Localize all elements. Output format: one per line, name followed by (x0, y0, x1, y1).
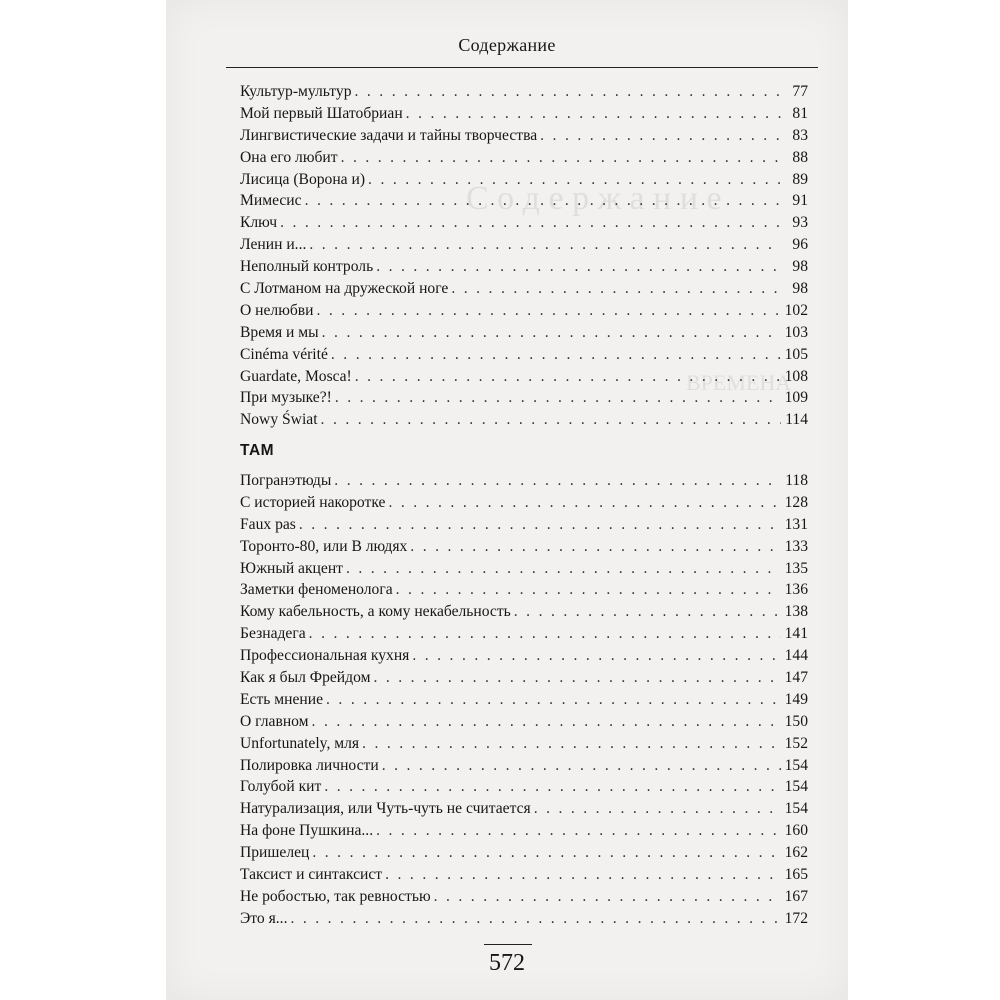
toc-entry-title: Мимесис (240, 192, 302, 210)
toc-entry (240, 886, 808, 908)
toc-entry-title: Таксист и синтаксист (240, 866, 383, 884)
toc-entry-title: Полировка личности (240, 756, 379, 774)
dot-leader (346, 558, 781, 580)
toc-entry-title: Неполный контроль (240, 258, 374, 276)
toc-entry-title: Кому кабельность, а кому некабельность (240, 603, 511, 621)
toc-entry-title: Ленин и... (240, 236, 307, 254)
toc-entry (240, 689, 808, 711)
toc-entry-page: 172 (784, 909, 808, 927)
toc-entry (240, 344, 808, 366)
dot-leader (382, 755, 781, 777)
toc-entry (240, 300, 808, 322)
toc-entry (240, 536, 808, 558)
toc-entry (240, 755, 808, 777)
toc-entry (240, 908, 808, 930)
dot-leader (312, 842, 781, 864)
toc-entry (240, 776, 808, 798)
toc-entry-page: 77 (792, 83, 808, 100)
bleed-through-text: ВРЕМЕНА (686, 370, 792, 395)
toc-entry (240, 623, 808, 645)
page-number: 572 (489, 950, 525, 976)
bleed-through-text: С о д е р ж а н и е (466, 180, 722, 217)
toc-entry-title: Лисица (Ворона и) (240, 170, 366, 188)
toc-entry (240, 579, 808, 601)
toc-entry (240, 387, 808, 409)
dot-leader (373, 667, 781, 689)
toc-entry-page: 131 (784, 515, 808, 533)
toc-entry (240, 278, 808, 300)
toc-entry-title: Не робостью, так ревностью (240, 887, 431, 905)
toc-entry-title: Она его любит (240, 148, 338, 166)
toc-entry-page: 167 (784, 887, 808, 905)
toc-entry-page: 165 (784, 866, 808, 884)
dot-leader (385, 864, 781, 886)
toc-entry (240, 409, 808, 431)
toc-entry (240, 366, 808, 388)
toc-entry-page: 93 (792, 214, 808, 232)
toc-entry-title: Guardate, Mosca! (240, 367, 352, 385)
toc-entry-page: 138 (784, 603, 808, 621)
toc-entry-title: Погранэтюды (240, 472, 332, 489)
dot-leader (322, 322, 781, 344)
toc-entry-title: О главном (240, 712, 309, 730)
toc-entry-page: 154 (784, 756, 808, 774)
toc-entry-title: О нелюбви (240, 301, 314, 319)
dot-leader (299, 514, 781, 536)
dot-leader (406, 103, 781, 125)
toc-entry-page: 154 (784, 778, 808, 796)
toc-entry-page: 108 (784, 367, 808, 385)
dot-leader (376, 820, 781, 842)
toc-entry-title: Пришелец (240, 844, 310, 862)
toc-entry (240, 645, 808, 667)
toc-entry-page: 152 (784, 734, 808, 752)
toc-entry (240, 81, 808, 103)
toc-entry-page: 81 (792, 104, 808, 122)
toc-entry (240, 169, 808, 191)
toc-entry-title: Торонто-80, или В людях (240, 537, 408, 555)
toc-entry (240, 322, 808, 344)
toc-entry-title: Ключ (240, 214, 278, 232)
section-title: ТАМ (240, 442, 275, 459)
toc-entry (240, 558, 808, 580)
toc-entry-page: 103 (784, 323, 808, 341)
toc-entry-page: 160 (784, 822, 808, 840)
dot-leader (341, 147, 781, 169)
toc-list-part-2 (240, 470, 808, 930)
toc-entry (240, 125, 808, 147)
toc-entry-title: При музыке?! (240, 389, 332, 407)
toc-entry-page: 91 (792, 192, 808, 210)
toc-entry (240, 212, 808, 234)
book-page (166, 0, 848, 1000)
dot-leader (312, 711, 781, 733)
dot-leader (396, 579, 781, 601)
dot-leader (290, 908, 781, 930)
dot-leader (412, 645, 781, 667)
toc-entry-page: 98 (792, 258, 808, 276)
toc-entry (240, 234, 808, 256)
toc-entry (240, 842, 808, 864)
dot-leader (368, 169, 781, 191)
toc-entry-page: 96 (792, 236, 808, 254)
toc-entry (240, 733, 808, 755)
toc-entry-title: Это я... (240, 909, 288, 927)
dot-leader (309, 234, 781, 256)
toc-entry-page: 154 (784, 800, 808, 818)
toc-entry-title: Мой первый Шатобриан (240, 104, 403, 122)
toc-entry-page: 89 (792, 170, 808, 188)
toc-entry-page: 144 (784, 647, 808, 665)
toc-entry-title: Лингвистические задачи и тайны творчества (240, 126, 538, 144)
dot-leader (355, 81, 781, 103)
toc-entry-title: Время и мы (240, 323, 319, 341)
dot-leader (317, 300, 782, 322)
toc-entry-page: 133 (784, 537, 808, 555)
toc-entry-page: 114 (785, 411, 808, 429)
dot-leader (410, 536, 781, 558)
toc-list-part-1 (240, 81, 808, 431)
toc-entry (240, 514, 808, 536)
dot-leader (305, 190, 781, 212)
toc-entry-page: 88 (792, 148, 808, 166)
toc-entry-page: 102 (784, 301, 808, 319)
toc-entry-title: Профессиональная кухня (240, 647, 410, 665)
toc-entry-page: 136 (784, 581, 808, 599)
dot-leader (376, 256, 781, 278)
toc-entry (240, 667, 808, 689)
toc-entry (240, 470, 808, 492)
toc-entry-title: Cinéma vérité (240, 345, 328, 363)
dot-leader (534, 798, 781, 820)
toc-entry-title: Как я был Фрейдом (240, 669, 371, 687)
dot-leader (331, 344, 781, 366)
dot-leader (355, 366, 781, 388)
dot-leader (451, 278, 781, 300)
dot-leader (280, 212, 781, 234)
toc-entry (240, 147, 808, 169)
toc-entry-page: 83 (792, 126, 808, 144)
toc-entry-title: На фоне Пушкина... (240, 822, 374, 840)
toc-entry-page: 118 (785, 472, 808, 489)
toc-entry-page: 128 (784, 493, 808, 511)
toc-entry-page: 109 (784, 389, 808, 407)
toc-entry-title: Голубой кит (240, 778, 322, 796)
toc-entry (240, 190, 808, 212)
dot-leader (326, 689, 781, 711)
toc-entry (240, 492, 808, 514)
toc-entry-title: Натурализация, или Чуть-чуть не считается (240, 800, 531, 818)
toc-entry-page: 141 (784, 625, 808, 643)
toc-entry (240, 711, 808, 733)
toc-entry-page: 149 (784, 690, 808, 708)
dot-leader (434, 886, 781, 908)
dot-leader (334, 470, 781, 492)
toc-entry-title: Безнадега (240, 625, 306, 643)
toc-entry-page: 147 (784, 669, 808, 687)
toc-entry (240, 864, 808, 886)
dot-leader (514, 601, 781, 623)
toc-entry-title: Южный акцент (240, 559, 343, 577)
toc-entry-title: Культур-мультур (240, 83, 352, 100)
toc-entry-title: Faux pas (240, 515, 296, 533)
dot-leader (324, 776, 781, 798)
toc-entry-page: 135 (784, 559, 808, 577)
toc-entry-title: Есть мнение (240, 690, 324, 708)
dot-leader (540, 125, 781, 147)
dot-leader (362, 733, 781, 755)
toc-entry (240, 103, 808, 125)
dot-leader (388, 492, 781, 514)
toc-entry-page: 98 (792, 280, 808, 298)
toc-entry-page: 105 (784, 345, 808, 363)
toc-entry (240, 820, 808, 842)
dot-leader (321, 409, 781, 431)
toc-entry-title: Unfortunately, мля (240, 734, 360, 752)
toc-entry (240, 256, 808, 278)
dot-leader (309, 623, 781, 645)
toc-entry (240, 601, 808, 623)
toc-entry-page: 162 (784, 844, 808, 862)
dot-leader (335, 387, 781, 409)
toc-entry-title: С Лотманом на дружеской ноге (240, 280, 449, 298)
toc-entry-title: Заметки феноменолога (240, 581, 393, 599)
header-rule (226, 67, 818, 68)
toc-entry-title: Nowy Świat (240, 411, 318, 429)
toc-entry (240, 798, 808, 820)
running-header: Содержание (458, 35, 556, 55)
toc-entry-page: 150 (784, 712, 808, 730)
footer-rule (484, 944, 532, 945)
toc-entry-title: С историей накоротке (240, 493, 386, 511)
